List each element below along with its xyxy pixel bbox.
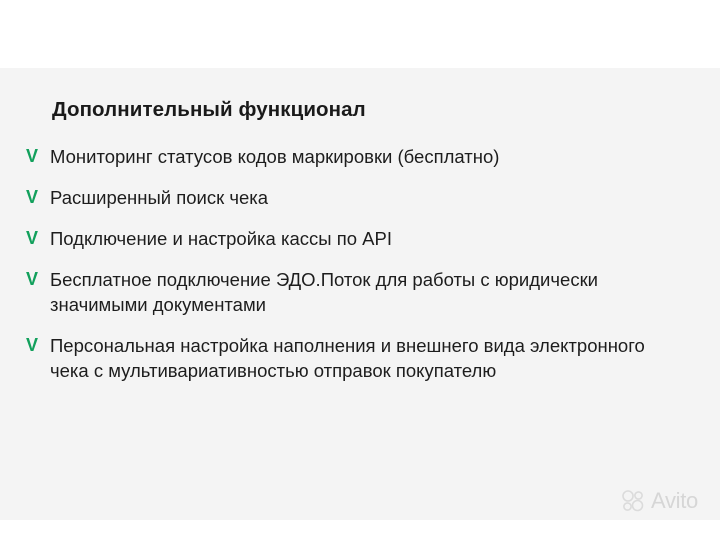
- feature-card: [0, 68, 720, 399]
- list-item-label: Персональная настройка наполнения и внешнего вида электронного чека с мультивариативностью отправок покупателю: [50, 335, 645, 381]
- list-item: [0, 185, 686, 210]
- check-mark-icon: V: [25, 269, 38, 289]
- list-item: [0, 226, 686, 251]
- check-mark-icon: V: [25, 146, 38, 166]
- list-item: [0, 333, 686, 383]
- watermark: [622, 488, 698, 514]
- check-mark-icon: V: [25, 228, 38, 248]
- list-item: [0, 267, 686, 317]
- list-item-label: Мониторинг статусов кодов маркировки (бесплатно): [50, 146, 500, 167]
- avito-logo-icon: [622, 490, 644, 512]
- list-item-label: Расширенный поиск чека: [50, 187, 269, 208]
- list-item-label: Подключение и настройка кассы по API: [50, 228, 392, 249]
- list-item-label: Бесплатное подключение ЭДО.Поток для работы с юридически значимыми документами: [50, 269, 598, 315]
- list-item: [0, 144, 686, 169]
- check-mark-icon: V: [25, 187, 38, 207]
- watermark-label: Avito: [650, 488, 698, 513]
- page-title: Дополнительный функционал: [52, 98, 366, 121]
- feature-list: [0, 144, 720, 383]
- check-mark-icon: V: [25, 335, 38, 355]
